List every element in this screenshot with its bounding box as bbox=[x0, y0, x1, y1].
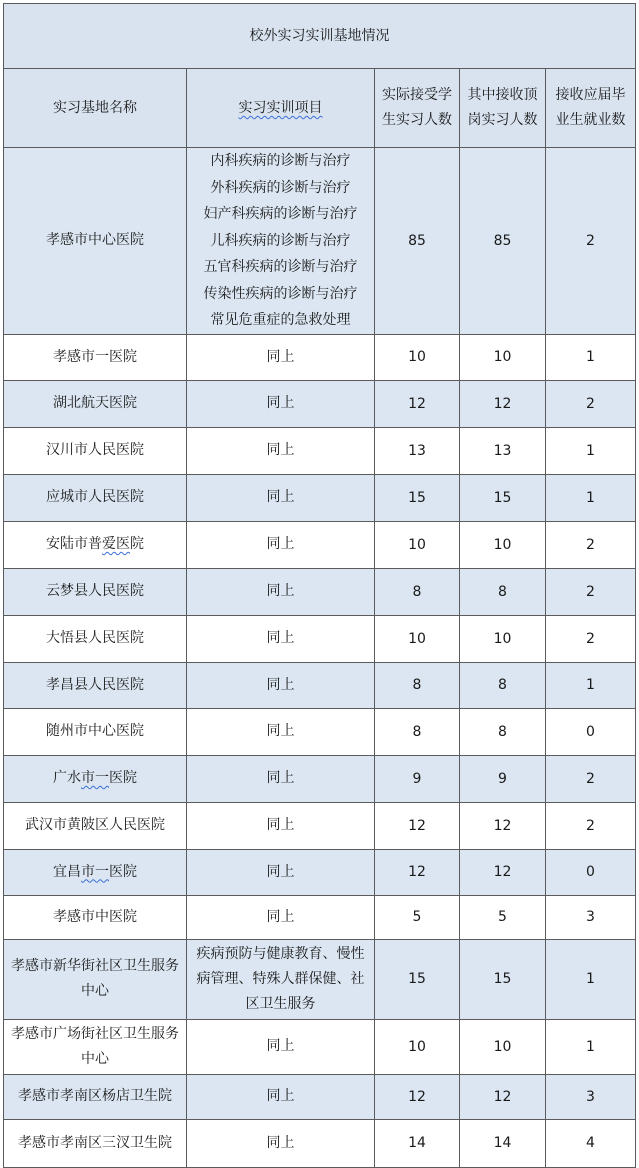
base-name-cell: 孝感市中医院 bbox=[4, 895, 187, 939]
employment-cell: 0 bbox=[546, 849, 636, 895]
project-cell: 同上 bbox=[187, 380, 375, 427]
base-name-cell: 大悟县人民医院 bbox=[4, 615, 187, 662]
top-post-cell: 5 bbox=[460, 895, 546, 939]
actual-students-cell: 9 bbox=[375, 755, 460, 802]
project-line: 妇产科疾病的诊断与治疗 bbox=[203, 206, 358, 222]
employment-cell: 2 bbox=[546, 615, 636, 662]
employment-cell: 4 bbox=[546, 1119, 636, 1167]
table-row bbox=[4, 1019, 636, 1074]
actual-students-cell: 13 bbox=[375, 427, 460, 474]
top-post-cell: 10 bbox=[460, 521, 546, 568]
base-name-cell: 孝感市中心医院 bbox=[4, 148, 187, 335]
project-line: 儿科疾病的诊断与治疗 bbox=[210, 232, 351, 249]
actual-students-cell: 10 bbox=[375, 521, 460, 568]
actual-students-cell: 15 bbox=[375, 939, 460, 1019]
base-name-cell: 孝感市孝南区三汊卫生院 bbox=[4, 1119, 187, 1167]
employment-cell: 1 bbox=[546, 939, 636, 1019]
project-cell: 同上 bbox=[187, 521, 375, 568]
header-row bbox=[4, 69, 636, 148]
base-name-cell: 随州市中心医院 bbox=[4, 708, 187, 755]
top-post-cell: 15 bbox=[460, 939, 546, 1019]
project-cell bbox=[187, 148, 375, 335]
table-row bbox=[4, 521, 636, 568]
base-name-cell: 孝感市广场街社区卫生服务中心 bbox=[4, 1019, 187, 1074]
project-line: 内科疾病的诊断与治疗 bbox=[210, 153, 351, 169]
table-row bbox=[4, 802, 636, 849]
header-top-post: 其中接收顶岗实习人数 bbox=[460, 69, 546, 148]
project-cell: 同上 bbox=[187, 1074, 375, 1119]
table-row bbox=[4, 380, 636, 427]
table-row bbox=[4, 849, 636, 895]
table-row bbox=[4, 662, 636, 708]
table-row bbox=[4, 615, 636, 662]
actual-students-cell: 12 bbox=[375, 1074, 460, 1119]
actual-students-cell: 8 bbox=[375, 568, 460, 615]
actual-students-cell: 10 bbox=[375, 1019, 460, 1074]
top-post-cell: 13 bbox=[460, 427, 546, 474]
employment-cell: 0 bbox=[546, 708, 636, 755]
project-line: 传染性疾病的诊断与治疗 bbox=[203, 285, 358, 302]
employment-cell: 1 bbox=[546, 427, 636, 474]
title-row bbox=[4, 4, 636, 69]
table-row bbox=[4, 708, 636, 755]
base-name-cell: 宜昌市一医院 bbox=[4, 849, 187, 895]
top-post-cell: 10 bbox=[460, 1019, 546, 1074]
project-cell: 同上 bbox=[187, 474, 375, 521]
base-name-cell: 孝感市新华街社区卫生服务中心 bbox=[4, 939, 187, 1019]
project-line: 常见危重症的急救处理 bbox=[210, 312, 351, 328]
actual-students-cell: 12 bbox=[375, 802, 460, 849]
top-post-cell: 10 bbox=[460, 334, 546, 380]
project-cell: 同上 bbox=[187, 615, 375, 662]
project-cell: 同上 bbox=[187, 895, 375, 939]
top-post-cell: 15 bbox=[460, 474, 546, 521]
employment-cell: 2 bbox=[546, 148, 636, 335]
base-name-cell: 孝感市孝南区杨店卫生院 bbox=[4, 1074, 187, 1119]
project-cell: 同上 bbox=[187, 334, 375, 380]
employment-cell: 1 bbox=[546, 1019, 636, 1074]
table-row bbox=[4, 1119, 636, 1167]
actual-students-cell: 14 bbox=[375, 1119, 460, 1167]
project-cell: 疾病预防与健康教育、慢性病管理、特殊人群保健、社区卫生服务 bbox=[187, 939, 375, 1019]
table-row bbox=[4, 939, 636, 1019]
table-row bbox=[4, 148, 636, 335]
employment-cell: 2 bbox=[546, 521, 636, 568]
employment-cell: 1 bbox=[546, 662, 636, 708]
project-cell: 同上 bbox=[187, 427, 375, 474]
actual-students-cell: 12 bbox=[375, 849, 460, 895]
actual-students-cell: 85 bbox=[375, 148, 460, 335]
top-post-cell: 14 bbox=[460, 1119, 546, 1167]
base-name-cell: 湖北航天医院 bbox=[4, 380, 187, 427]
project-line: 外科疾病的诊断与治疗 bbox=[210, 179, 351, 196]
actual-students-cell: 5 bbox=[375, 895, 460, 939]
base-name-cell: 孝昌县人民医院 bbox=[4, 662, 187, 708]
table-row bbox=[4, 474, 636, 521]
top-post-cell: 8 bbox=[460, 568, 546, 615]
employment-cell: 2 bbox=[546, 755, 636, 802]
project-line: 五官科疾病的诊断与治疗 bbox=[203, 259, 358, 275]
actual-students-cell: 15 bbox=[375, 474, 460, 521]
employment-cell: 2 bbox=[546, 568, 636, 615]
table-row bbox=[4, 568, 636, 615]
actual-students-cell: 8 bbox=[375, 662, 460, 708]
base-name-cell: 安陆市普爱医院 bbox=[4, 521, 187, 568]
internship-base-table bbox=[3, 3, 636, 1168]
employment-cell: 2 bbox=[546, 802, 636, 849]
project-cell: 同上 bbox=[187, 708, 375, 755]
table-body bbox=[4, 148, 636, 1168]
top-post-cell: 9 bbox=[460, 755, 546, 802]
top-post-cell: 8 bbox=[460, 708, 546, 755]
actual-students-cell: 12 bbox=[375, 380, 460, 427]
table-row bbox=[4, 427, 636, 474]
project-cell: 同上 bbox=[187, 662, 375, 708]
project-cell: 同上 bbox=[187, 849, 375, 895]
header-base-name: 实习基地名称 bbox=[4, 69, 187, 148]
actual-students-cell: 10 bbox=[375, 615, 460, 662]
base-name-cell: 云梦县人民医院 bbox=[4, 568, 187, 615]
project-cell: 同上 bbox=[187, 1019, 375, 1074]
actual-students-cell: 8 bbox=[375, 708, 460, 755]
base-name-cell: 孝感市一医院 bbox=[4, 334, 187, 380]
top-post-cell: 10 bbox=[460, 615, 546, 662]
header-project-text: 实习实训项目 bbox=[238, 100, 323, 116]
top-post-cell: 12 bbox=[460, 380, 546, 427]
base-name-cell: 武汉市黄陂区人民医院 bbox=[4, 802, 187, 849]
header-project bbox=[187, 69, 375, 148]
project-cell: 同上 bbox=[187, 568, 375, 615]
top-post-cell: 12 bbox=[460, 802, 546, 849]
base-name-cell: 广水市一医院 bbox=[4, 755, 187, 802]
base-name-cell: 汉川市人民医院 bbox=[4, 427, 187, 474]
table-row bbox=[4, 334, 636, 380]
top-post-cell: 12 bbox=[460, 1074, 546, 1119]
project-cell: 同上 bbox=[187, 802, 375, 849]
table-row bbox=[4, 1074, 636, 1119]
top-post-cell: 85 bbox=[460, 148, 546, 335]
employment-cell: 3 bbox=[546, 1074, 636, 1119]
top-post-cell: 12 bbox=[460, 849, 546, 895]
header-employment: 接收应届毕业生就业数 bbox=[546, 69, 636, 148]
table-row bbox=[4, 755, 636, 802]
header-actual-students: 实际接受学生实习人数 bbox=[375, 69, 460, 148]
employment-cell: 1 bbox=[546, 474, 636, 521]
project-cell: 同上 bbox=[187, 755, 375, 802]
actual-students-cell: 10 bbox=[375, 334, 460, 380]
employment-cell: 3 bbox=[546, 895, 636, 939]
project-cell: 同上 bbox=[187, 1119, 375, 1167]
base-name-cell: 应城市人民医院 bbox=[4, 474, 187, 521]
employment-cell: 1 bbox=[546, 334, 636, 380]
table-title: 校外实习实训基地情况 bbox=[4, 4, 636, 69]
top-post-cell: 8 bbox=[460, 662, 546, 708]
employment-cell: 2 bbox=[546, 380, 636, 427]
table-row bbox=[4, 895, 636, 939]
